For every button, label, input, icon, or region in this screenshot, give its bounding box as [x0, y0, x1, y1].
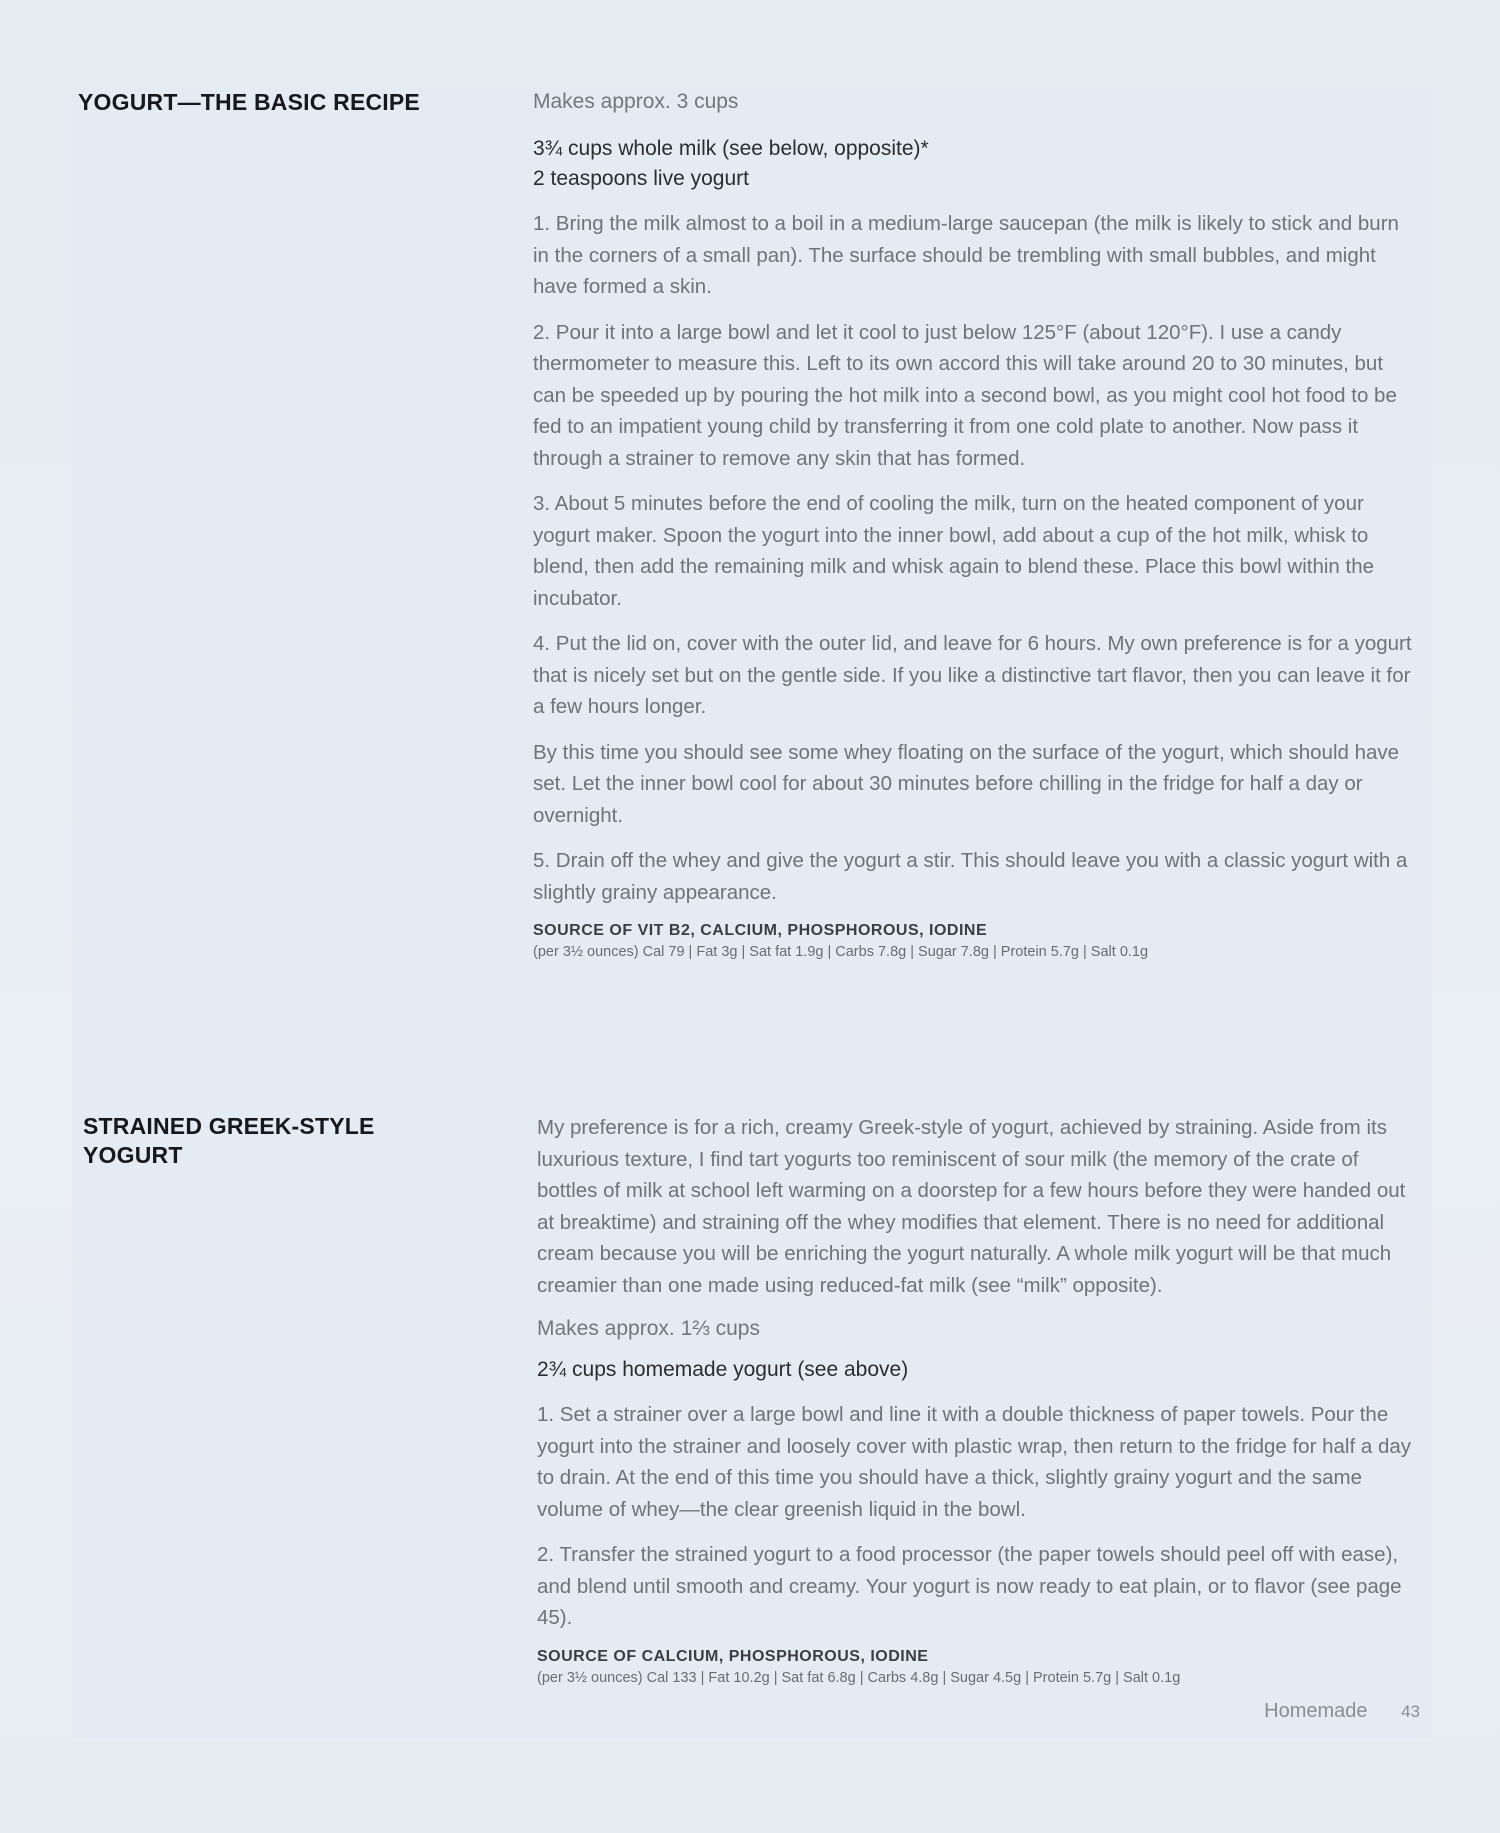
- ingredient-list: [533, 134, 1419, 194]
- page-footer: [1264, 1700, 1420, 1723]
- recipe-body: [537, 1112, 1419, 1689]
- ingredient-item: 2 teaspoons live yogurt: [533, 167, 749, 190]
- recipe-body: [533, 88, 1419, 963]
- ingredient-item: 3¾ cups whole milk (see below, opposite)*: [533, 137, 929, 160]
- recipe-note: By this time you should see some whey floating on the surface of the yogurt, which should have set. Let the inner bowl cool for about 30 minutes before chilling in the fridge for half a day or overnight.: [533, 740, 1400, 827]
- recipe-step: 2. Pour it into a large bowl and let it cool to just below 125°F (about 120°F). I use a candy thermometer to measure this. Left to its own accord this will take around 20 to 30 minutes, but can be speeded up by pouring the hot milk into a second bowl, as you might cool hot food to be fed to an impatient young child by transferring it from one cold plate to another. Now pass it through a strainer to remove any skin that has formed.: [533, 320, 1397, 470]
- recipe-step: 2. Transfer the strained yogurt to a food processor (the paper towels should peel off with ease), and blend until smooth and creamy. Your yogurt is now ready to eat plain, or to flavor (see page 45).: [537, 1543, 1402, 1629]
- recipe-title: STRAINED GREEK-STYLE YOGURT: [83, 1113, 375, 1168]
- nutrition-facts: (per 3½ ounces) Cal 79 | Fat 3g | Sat fat 1.9g | Carbs 7.8g | Sugar 7.8g | Protein 5.7g | Salt 0.1g: [533, 944, 1149, 960]
- ingredient-list: [537, 1355, 1419, 1385]
- recipe-yield: Makes approx. 3 cups: [533, 90, 739, 113]
- nutrition-source-heading: SOURCE OF VIT B2, CALCIUM, PHOSPHOROUS, IODINE: [533, 922, 988, 939]
- nutrition-source-heading: SOURCE OF CALCIUM, PHOSPHOROUS, IODINE: [537, 1647, 929, 1665]
- recipe-step: 5. Drain off the whey and give the yogurt a stir. This should leave you with a classic yogurt with a slightly grainy appearance.: [533, 849, 1408, 904]
- recipe-intro: My preference is for a rich, creamy Greek-style of yogurt, achieved by straining. Aside from its luxurious texture, I find tart yogurts too reminiscent of sour milk (the memory of the crate of bottles of milk at school left warming on a doorstep for a few hours before they were handed out at breaktime) and straining off the whey modifies that element. There is no need for additional cream because you will be enriching the yogurt naturally. A whole milk yogurt will be that much creamier than one made using reduced-fat milk (see “milk” opposite).: [537, 1116, 1406, 1297]
- recipe-yield: Makes approx. 1⅔ cups: [537, 1317, 760, 1340]
- ingredient-item: 2¾ cups homemade yogurt (see above): [537, 1358, 909, 1381]
- recipe-title: YOGURT—THE BASIC RECIPE: [78, 89, 420, 115]
- recipe-step: 1. Bring the milk almost to a boil in a medium-large saucepan (the milk is likely to stick and burn in the corners of a small pan). The surface should be trembling with small bubbles, and might have formed a skin.: [533, 212, 1399, 298]
- recipe-step: 1. Set a strainer over a large bowl and line it with a double thickness of paper towels. Pour the yogurt into the strainer and loosely cover with plastic wrap, then return to the fridge for half a day to drain. At the end of this time you should have a thick, slightly grainy yogurt and the same volume of whey—the clear greenish liquid in the bowl.: [537, 1403, 1411, 1521]
- nutrition-facts: (per 3½ ounces) Cal 133 | Fat 10.2g | Sat fat 6.8g | Carbs 4.8g | Sugar 4.5g | Protein 5.7g | Salt 0.1g: [537, 1669, 1181, 1686]
- section-name: Homemade: [1264, 1700, 1368, 1722]
- page-number: 43: [1401, 1702, 1420, 1721]
- recipe-step: 3. About 5 minutes before the end of cooling the milk, turn on the heated component of your yogurt maker. Spoon the yogurt into the inner bowl, add about a cup of the hot milk, whisk to blend, then add the remaining milk and whisk again to blend these. Place this bowl within the incubator.: [533, 492, 1375, 610]
- recipe-step: 4. Put the lid on, cover with the outer lid, and leave for 6 hours. My own preference is for a yogurt that is nicely set but on the gentle side. If you like a distinctive tart flavor, then you can leave it for a few hours longer.: [533, 632, 1412, 718]
